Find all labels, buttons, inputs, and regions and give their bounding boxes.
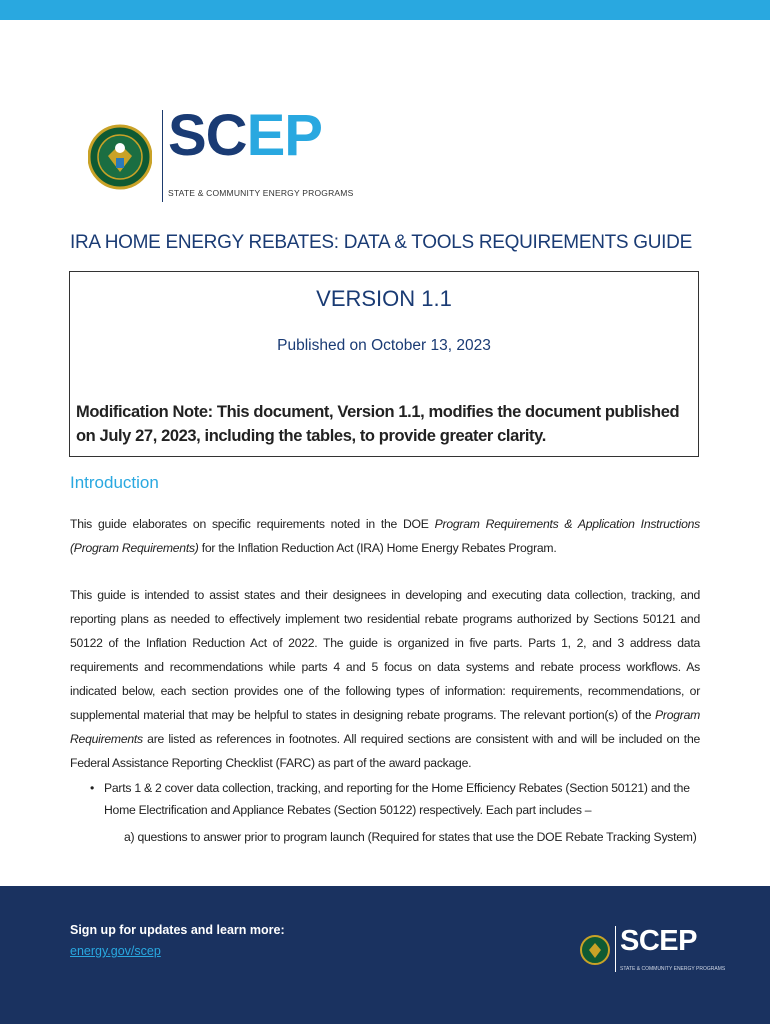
sub-list-item: a) questions to answer prior to program launch (Required for states that use the DOE Rebate Tracking System) (124, 830, 697, 844)
bullet-text: Parts 1 & 2 cover data collection, tracking, and reporting for the Home Efficiency Rebates (Section 50121) and the Home Electrification and Appliance Rebates (Section 50122) respectively. Each part includes – (104, 781, 690, 817)
footer-scep-logo (580, 924, 726, 976)
modification-note: Modification Note: This document, Version 1.1, modifies the document published on July 27, 2023, including the tables, to provide greater clarity. (76, 403, 680, 445)
program-requirements-ref: Program Requirements (70, 708, 700, 746)
footer-scep-wordmark: SCEP (620, 925, 697, 957)
version-title: VERSION 1.1 (316, 286, 452, 311)
doe-seal-icon (580, 926, 610, 974)
footer-signup-text: Sign up for updates and learn more: (70, 923, 285, 937)
doe-seal-icon (88, 108, 152, 206)
footer (0, 886, 770, 1024)
intro-paragraph-2: This guide is intended to assist states and their designees in developing and executing data collection, tracking, and reporting plans as needed to effectively implement two residential rebate programs authorized by Sections 50121 and 50122 of the Inflation Reduction Act of 2022. The guide is organized in five parts. Parts 1, 2, and 3 address data requirements and recommendations while parts 4 and 5 focus on data systems and rebate process workflows. As indicated below, each section provides one of the following types of information: requirements, recommendations, or supplemental material that may be helpful to states in designing rebate programs. The relevant portion(s) of the Program Requirements are listed as references in footnotes. All required sections are consistent with and will be included on the Federal Assistance Reporting Checklist (FARC) as part of the award package. (70, 588, 700, 770)
introduction-heading: Introduction (70, 473, 159, 492)
bullet-marker: • (90, 781, 95, 795)
footer-logo-subtitle: STATE & COMMUNITY ENERGY PROGRAMS (620, 966, 726, 972)
scep-wordmark: SCEP (168, 103, 322, 168)
energy-gov-link[interactable]: energy.gov/scep (70, 944, 161, 958)
scep-logo (88, 103, 354, 200)
logo-divider (162, 110, 163, 202)
program-requirements-ref: Program Requirements & Application Instructions (Program Requirements) (70, 517, 700, 555)
document-title: IRA HOME ENERGY REBATES: DATA & TOOLS REQUIREMENTS GUIDE (70, 232, 692, 253)
footer-logo-divider (615, 926, 616, 972)
intro-paragraph-1: This guide elaborates on specific requirements noted in the DOE Program Requirements & Application Instructions (Program Requirements) for the Inflation Reduction Act (IRA) Home Energy Rebates Program. (70, 517, 700, 555)
published-date: Published on October 13, 2023 (277, 337, 491, 354)
logo-subtitle: STATE & COMMUNITY ENERGY PROGRAMS (168, 188, 354, 198)
top-accent-bar (0, 0, 770, 20)
version-box (69, 271, 699, 457)
